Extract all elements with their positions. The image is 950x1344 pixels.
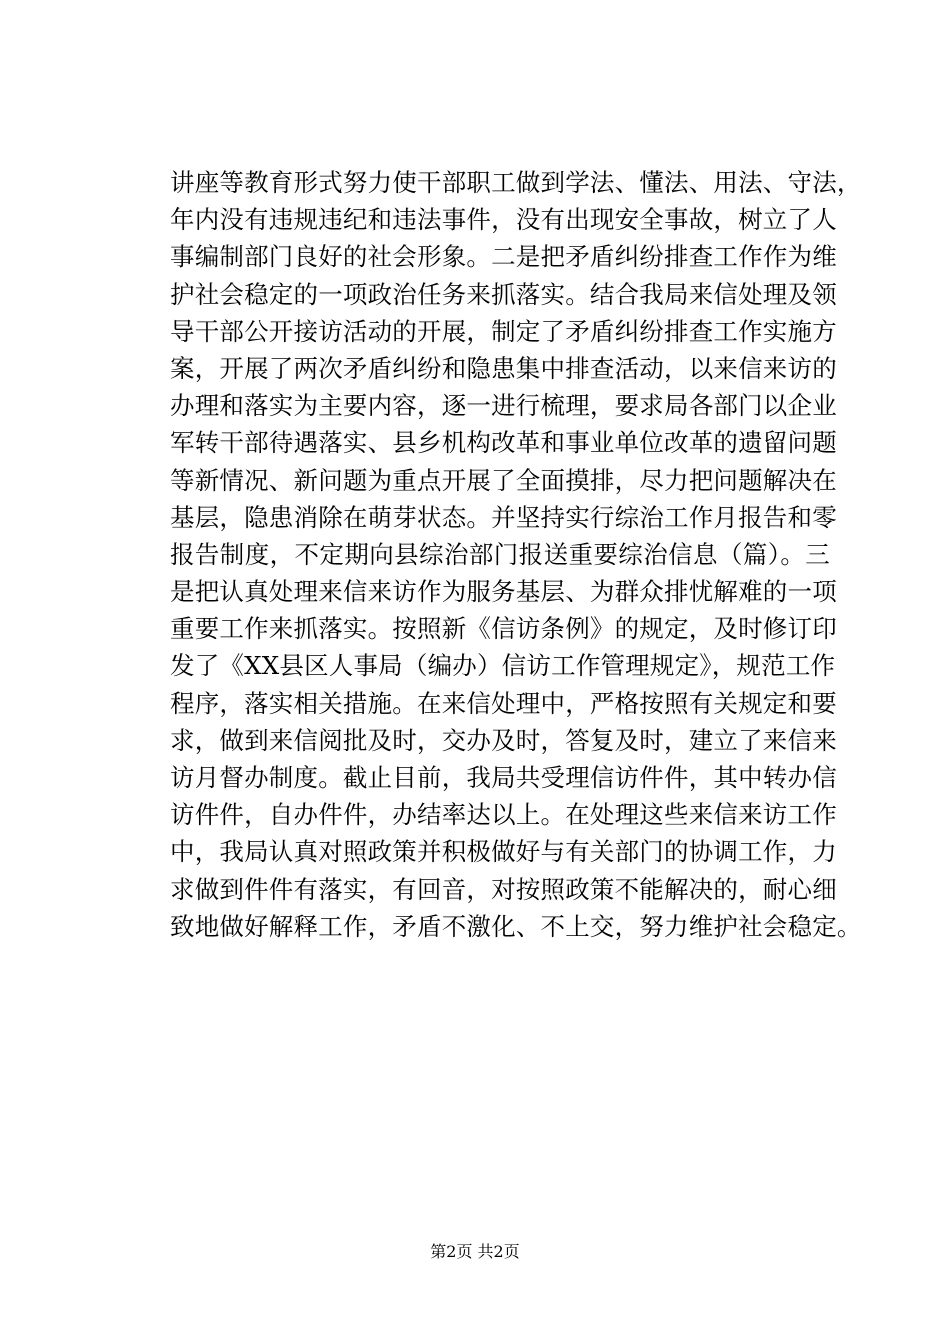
- text-line: 案，开展了两次矛盾纠纷和隐患集中排查活动，以来信来访的: [170, 353, 837, 383]
- body-paragraph: [170, 164, 862, 945]
- text-line: 程序，落实相关措施。在来信处理中，严格按照有关规定和要: [170, 688, 837, 718]
- text-line: 中，我局认真对照政策并积极做好与有关部门的协调工作，力: [170, 837, 837, 867]
- text-line: 年内没有违规违纪和违法事件，没有出现安全事故，树立了人: [170, 205, 837, 235]
- text-line: 导干部公开接访活动的开展，制定了矛盾纠纷排查工作实施方: [170, 316, 837, 346]
- text-line: 重要工作来抓落实。按照新《信访条例》的规定，及时修订印: [170, 614, 837, 644]
- text-line: 军转干部待遇落实、县乡机构改革和事业单位改革的遗留问题: [170, 428, 837, 458]
- text-line: 办理和落实为主要内容，逐一进行梳理，要求局各部门以企业: [170, 391, 837, 421]
- text-line: 事编制部门良好的社会形象。二是把矛盾纠纷排查工作作为维: [170, 242, 837, 272]
- page-number-footer: 第2页 共2页: [430, 1242, 520, 1261]
- text-line: 讲座等教育形式努力使干部职工做到学法、懂法、用法、守法，: [170, 168, 862, 197]
- text-line: 访件件，自办件件，办结率达以上。在处理这些来信来访工作: [170, 800, 837, 830]
- text-line: 报告制度，不定期向县综治部门报送重要综治信息（篇）。三: [170, 539, 830, 569]
- text-line: 求，做到来信阅批及时，交办及时，答复及时，建立了来信来: [170, 725, 837, 755]
- text-line: 访月督办制度。截止目前，我局共受理信访件件，其中转办信: [170, 763, 837, 792]
- text-line: 是把认真处理来信来访作为服务基层、为群众排忧解难的一项: [170, 577, 837, 607]
- text-line: 求做到件件有落实，有回音，对按照政策不能解决的，耐心细: [170, 874, 837, 904]
- text-line: 基层，隐患消除在萌芽状态。并坚持实行综治工作月报告和零: [170, 502, 837, 532]
- text-line: 护社会稳定的一项政治任务来抓落实。结合我局来信处理及领: [170, 279, 837, 309]
- text-line: 等新情况、新问题为重点开展了全面摸排，尽力把问题解决在: [170, 465, 837, 495]
- text-line: 致地做好解释工作，矛盾不激化、不上交，努力维护社会稳定。: [170, 911, 862, 941]
- text-line: 发了《XX县区人事局（编办）信访工作管理规定》，规范工作: [170, 651, 836, 681]
